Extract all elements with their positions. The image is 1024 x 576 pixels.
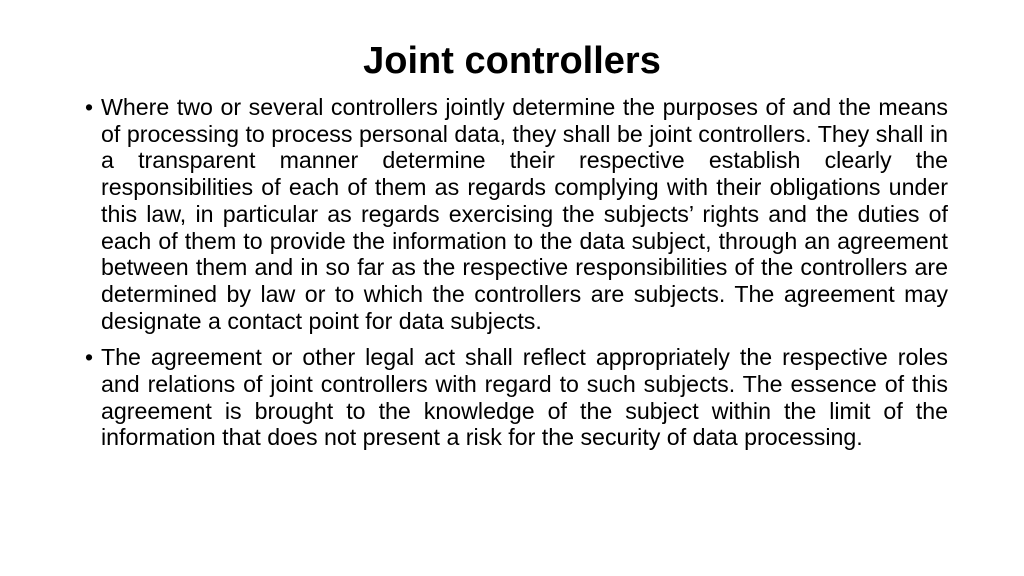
bullet-icon: •: [85, 94, 94, 120]
slide-title: Joint controllers: [363, 40, 661, 82]
bullet-text-2: The agreement or other legal act shall reflect appropriately the respective roles and relations of joint controllers with regard to such subjects. The essence of this agreement is brought to the knowledge of the subject within the limit of the information that does not present a risk for the security of data processing.: [101, 344, 948, 451]
bullet-text-1: Where two or several controllers jointly determine the purposes of and the means of processing to process personal data, they shall be joint controllers. They shall in a transparent manner determine their respective establish clearly the responsibilities of each of them as regards complying with their obligations under this law, in particular as regards exercising the subjects’ rights and the duties of each of them to provide the information to the data subject, through an agreement between them and in so far as the respective responsibilities of the controllers are determined by law or to which the controllers are subjects. The agreement may designate a contact point for data subjects.: [101, 94, 948, 334]
bullet-item-2: [84, 344, 948, 451]
bullet-item-1: [84, 94, 948, 334]
bullet-list: [84, 94, 948, 461]
bullet-icon: •: [85, 344, 94, 371]
